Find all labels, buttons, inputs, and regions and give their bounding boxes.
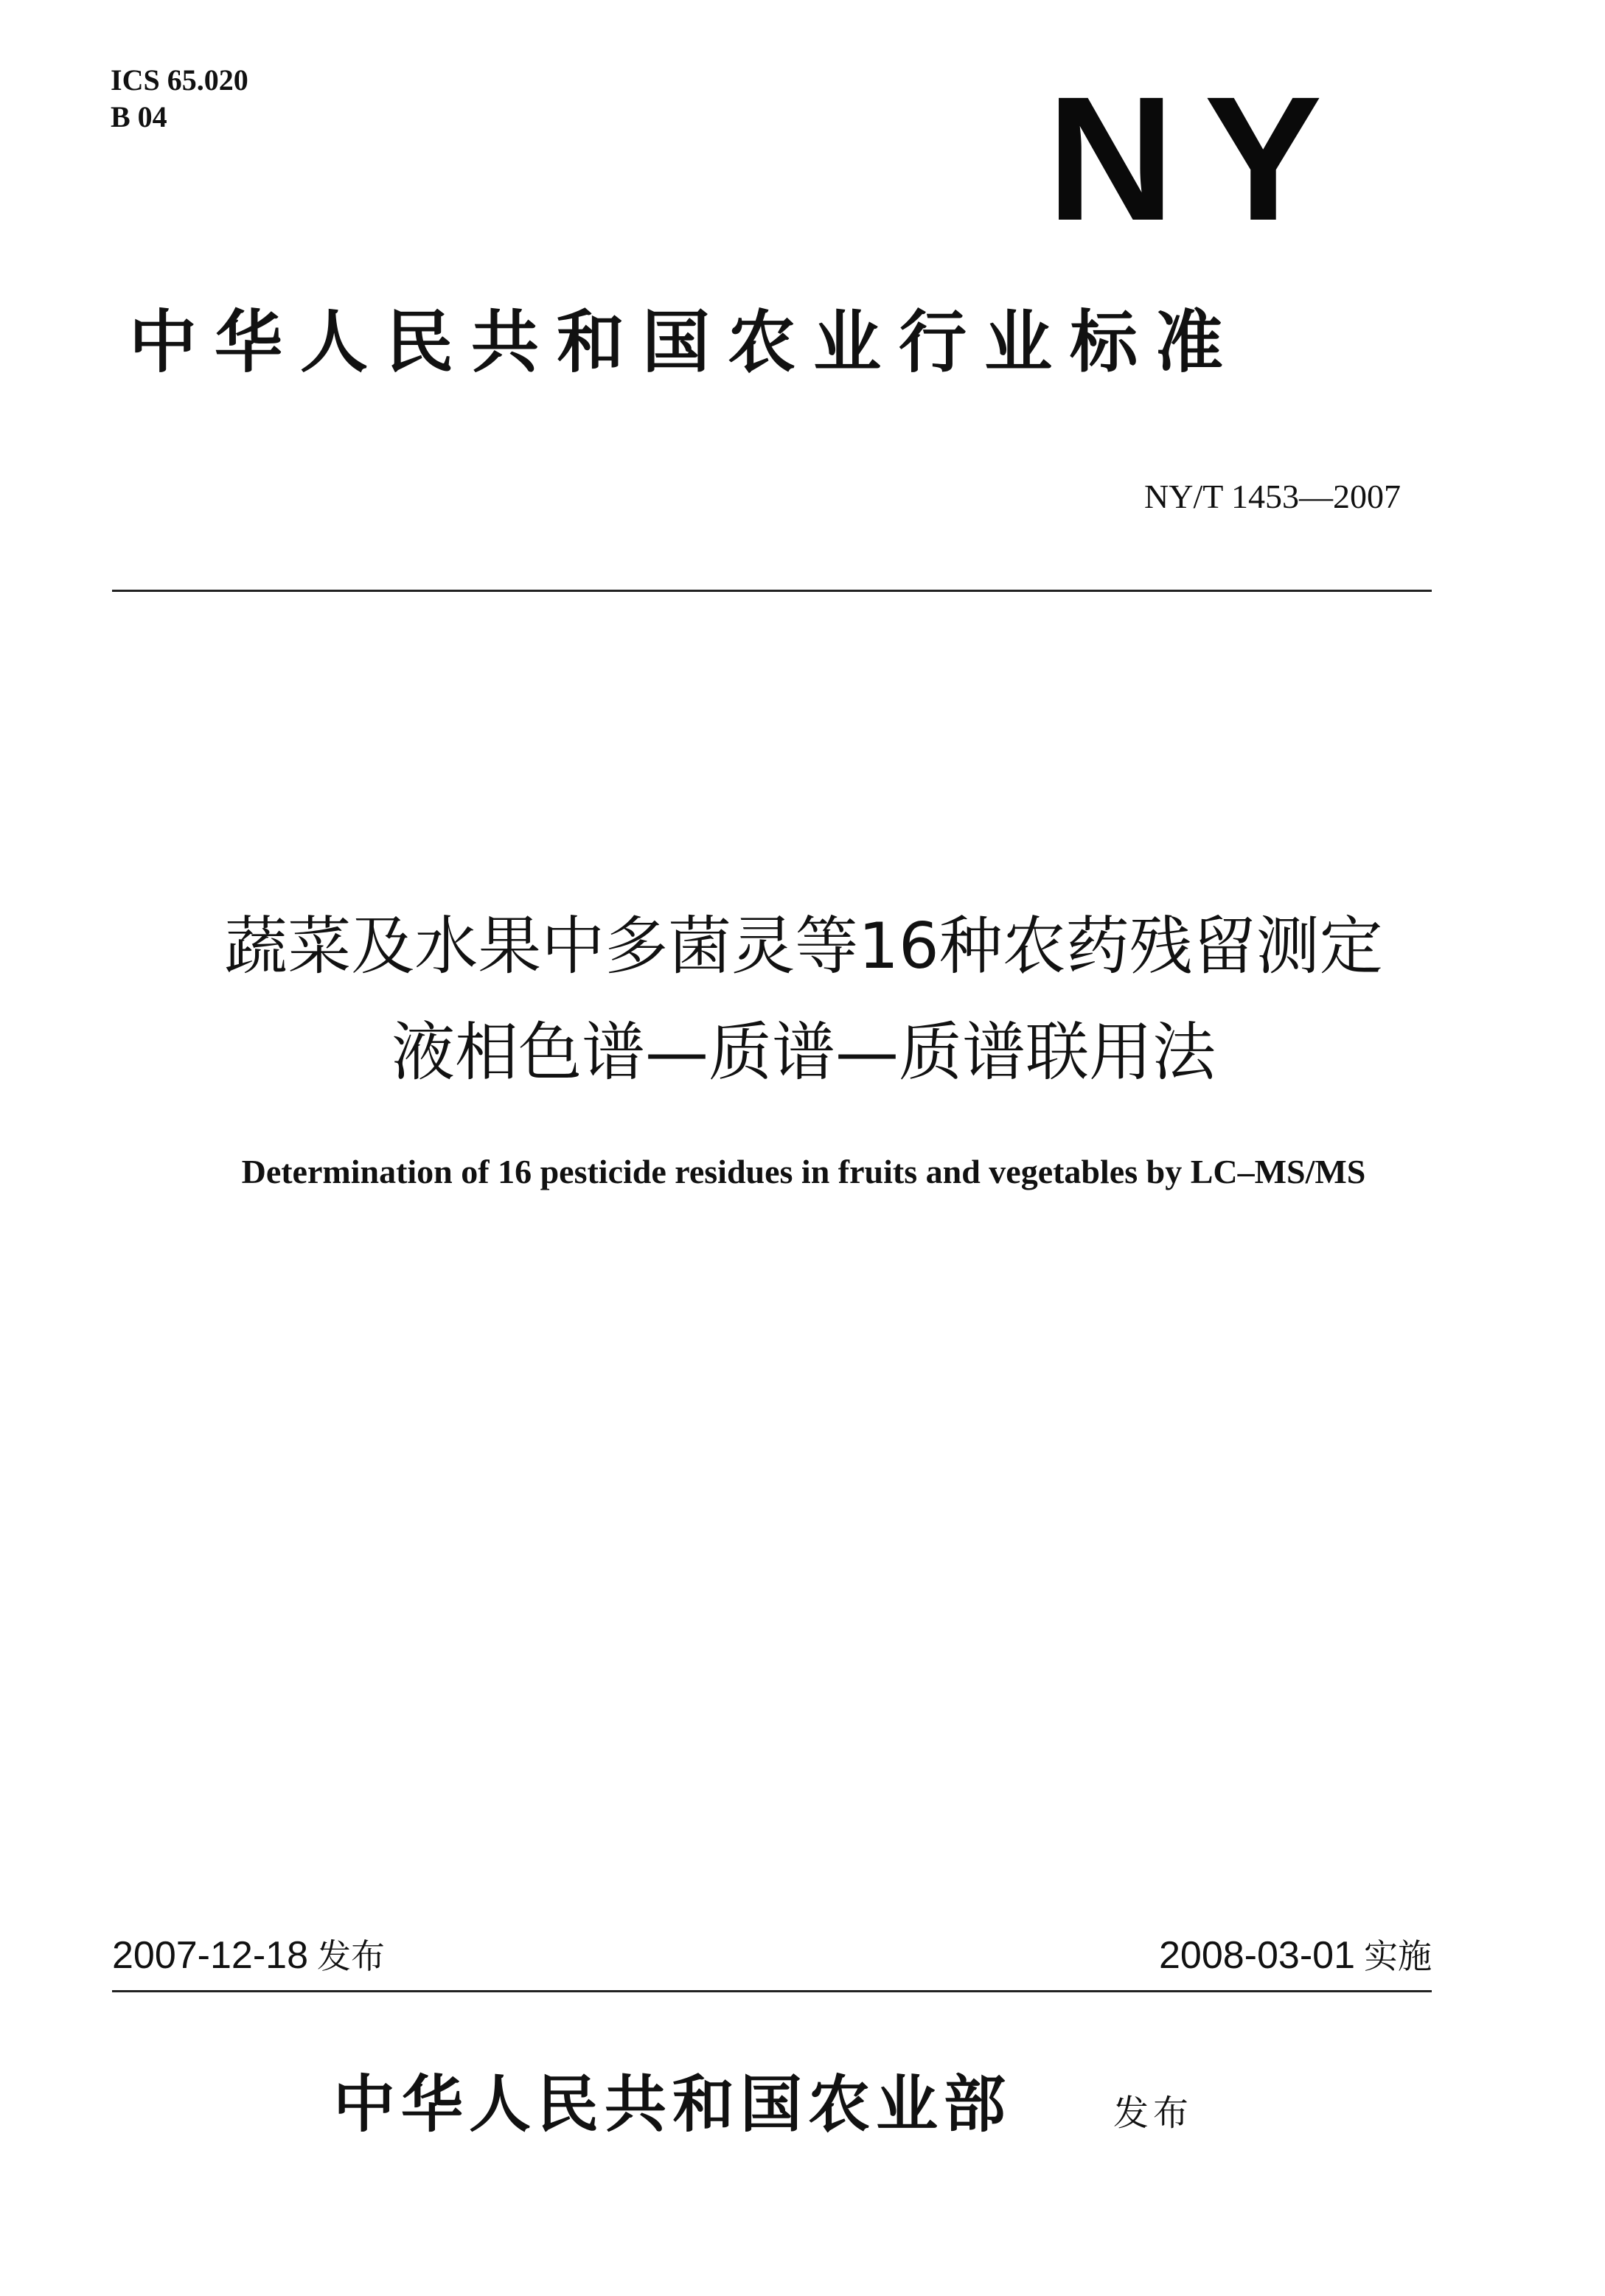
issue-label: 发布 bbox=[317, 1936, 385, 1976]
publisher-action: 发布 bbox=[1113, 2093, 1194, 2134]
issue-date: 2007-12-18 bbox=[112, 1934, 308, 1977]
standard-number: NY/T 1453—2007 bbox=[1144, 478, 1401, 515]
ny-logo: NY bbox=[1047, 60, 1352, 257]
implementation-date-block bbox=[1150, 1930, 1432, 1982]
classification-codes bbox=[111, 62, 248, 136]
title-cn-line-2: 液相色谱—质谱—质谱联用法 bbox=[391, 1016, 1216, 1089]
date-divider bbox=[112, 1990, 1432, 1992]
ics-code: ICS 65.020 bbox=[111, 63, 248, 97]
header-divider bbox=[112, 590, 1432, 592]
implementation-date: 2008-03-01 bbox=[1159, 1934, 1355, 1977]
issue-date-block bbox=[112, 1930, 385, 1982]
implementation-label: 实施 bbox=[1364, 1936, 1432, 1976]
standard-type-heading: 中华人民共和国农业行业标准 bbox=[129, 303, 1242, 382]
publisher-name: 中华人民共和国农业部 bbox=[333, 2068, 1012, 2140]
title-cn-line-1: 蔬菜及水果中多菌灵等16种农药残留测定 bbox=[224, 910, 1383, 983]
title-en: Determination of 16 pesticide residues in fruits and vegetables by LC–MS/MS bbox=[241, 1153, 1366, 1190]
ccs-code: B 04 bbox=[111, 100, 167, 133]
